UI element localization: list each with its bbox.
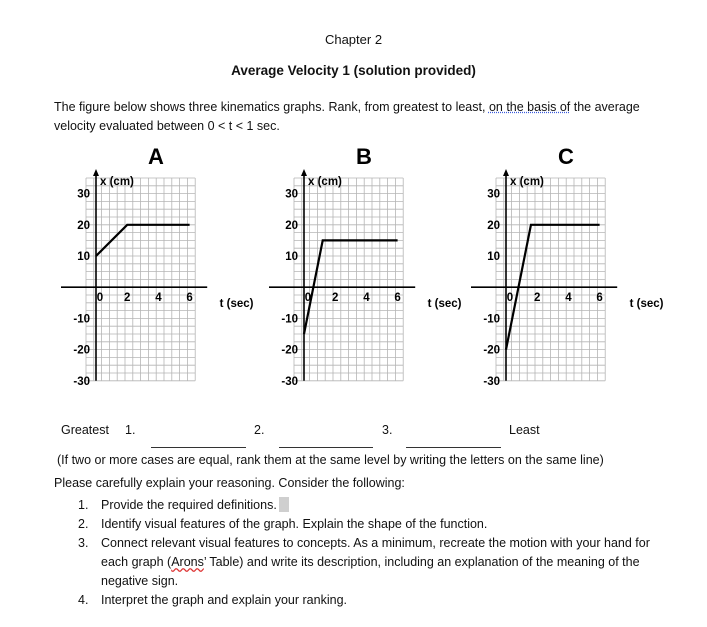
list-item xyxy=(78,496,678,515)
instructions-list xyxy=(78,496,678,610)
list-item-text-b: ’ Table) and write its description, including an explanation of the meaning of the negative sign. xyxy=(101,555,640,588)
x-tick-label: 0 xyxy=(506,292,514,305)
ranking-note: (If two or more cases are equal, rank them at the same level by writing the letters on the same line) xyxy=(57,453,604,467)
y-tick-label: 10 xyxy=(285,251,298,263)
list-item xyxy=(78,534,678,591)
y-tick-label: -10 xyxy=(281,313,298,326)
y-tick-label: 10 xyxy=(77,251,90,263)
y-axis-arrow-icon xyxy=(503,169,509,176)
list-item-text-arons: Arons xyxy=(171,555,204,569)
y-tick-label: -10 xyxy=(73,313,90,326)
x-axis-label: t (sec) xyxy=(219,298,254,311)
graph-a xyxy=(61,144,254,388)
y-tick-label: -30 xyxy=(483,375,500,388)
y-axis-arrow-icon xyxy=(93,169,99,176)
graph-label: A xyxy=(148,144,164,169)
y-tick-label: 10 xyxy=(487,251,500,263)
intro-text-before: The figure below shows three kinematics graphs. Rank, from greatest to least, xyxy=(54,100,489,114)
y-axis-arrow-icon xyxy=(301,169,307,176)
x-tick-label: 4 xyxy=(363,292,370,305)
list-number: 1. xyxy=(78,498,89,512)
list-number: 3. xyxy=(78,536,89,550)
x-tick-label: 4 xyxy=(565,292,572,305)
x-tick-label: 2 xyxy=(533,292,541,305)
intro-text-underlined: on the basis of xyxy=(488,100,571,114)
list-item-text: Interpret the graph and explain your ranking. xyxy=(101,593,347,607)
y-tick-label: 20 xyxy=(77,219,90,232)
y-tick-label: -30 xyxy=(281,375,298,388)
intro-text-after: the average velocity evaluated between 0 < t < 1 sec. xyxy=(54,100,640,133)
rank-least-label: Least xyxy=(509,423,540,437)
list-number: 2. xyxy=(78,517,89,531)
x-tick-label: 2 xyxy=(123,292,131,305)
list-item xyxy=(78,515,678,534)
x-tick-label: 6 xyxy=(596,292,603,305)
graphs-figure xyxy=(0,140,707,410)
list-item-text: Identify visual features of the graph. Explain the shape of the function. xyxy=(101,517,488,531)
graph-label: B xyxy=(356,144,372,169)
y-tick-label: 20 xyxy=(487,219,500,232)
y-tick-label: 30 xyxy=(487,188,500,201)
rank-3-label: 3. xyxy=(382,423,393,437)
y-tick-label: -20 xyxy=(483,344,500,357)
list-item xyxy=(78,591,678,610)
y-tick-label: 30 xyxy=(77,188,90,201)
list-number: 4. xyxy=(78,593,89,607)
y-axis-label: x (cm) xyxy=(100,176,134,188)
y-axis-label: x (cm) xyxy=(308,176,342,188)
x-tick-label: 0 xyxy=(96,292,104,305)
rank-3-blank[interactable] xyxy=(406,447,501,448)
explain-intro: Please carefully explain your reasoning. Consider the following: xyxy=(54,476,405,490)
y-tick-label: 20 xyxy=(285,219,298,232)
list-item-text: Provide the required definitions. xyxy=(101,498,277,512)
y-tick-label: -10 xyxy=(483,313,500,326)
x-tick-label: 0 xyxy=(304,292,312,305)
page-title: Average Velocity 1 (solution provided) xyxy=(231,63,476,78)
rank-1-label: 1. xyxy=(125,423,136,437)
list-item-text-a: Connect relevant visual features to concepts. As a minimum, recreate the motion with your hand for each graph ( xyxy=(101,536,650,569)
y-tick-label: -20 xyxy=(73,344,90,357)
y-tick-label: -20 xyxy=(281,344,298,357)
graph-label: C xyxy=(558,144,574,169)
y-tick-label: -30 xyxy=(73,375,90,388)
y-tick-label: 30 xyxy=(285,188,298,201)
graph-c xyxy=(471,144,664,388)
rank-greatest-label: Greatest xyxy=(61,423,109,437)
text-cursor-box xyxy=(279,497,289,512)
x-axis-label: t (sec) xyxy=(427,298,462,311)
x-tick-label: 6 xyxy=(394,292,401,305)
x-tick-label: 6 xyxy=(186,292,193,305)
x-tick-label: 2 xyxy=(331,292,339,305)
rank-2-label: 2. xyxy=(254,423,265,437)
y-axis-label: x (cm) xyxy=(510,176,544,188)
rank-1-blank[interactable] xyxy=(151,447,246,448)
x-tick-label: 4 xyxy=(155,292,162,305)
x-axis-label: t (sec) xyxy=(629,298,664,311)
graph-b xyxy=(269,144,462,388)
chapter-heading: Chapter 2 xyxy=(324,32,383,47)
rank-2-blank[interactable] xyxy=(279,447,373,448)
intro-paragraph xyxy=(54,98,654,136)
